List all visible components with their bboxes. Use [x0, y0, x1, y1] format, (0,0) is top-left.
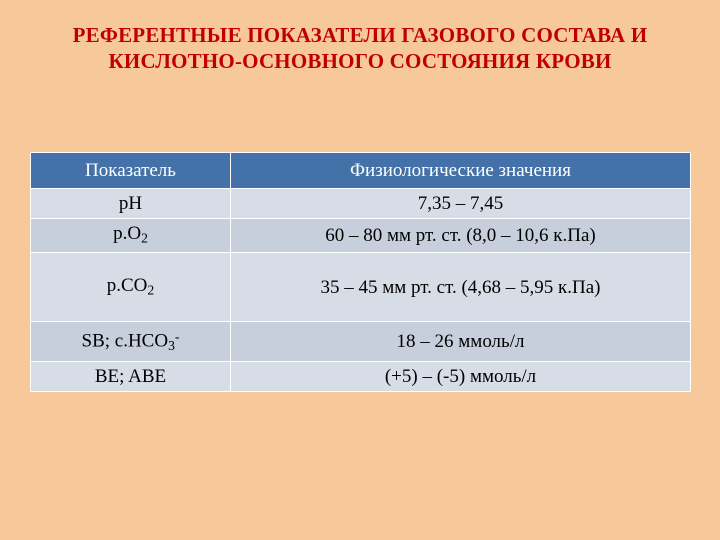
- cell-value: (+5) – (-5) ммоль/л: [231, 361, 691, 391]
- cell-value: 35 – 45 мм рт. ст. (4,68 – 5,95 к.Па): [231, 253, 691, 322]
- table-header: [31, 153, 691, 189]
- cell-value: 18 – 26 ммоль/л: [231, 322, 691, 361]
- cell-indicator: $p.O_2$: [31, 219, 231, 253]
- table-body: [31, 189, 691, 392]
- reference-values-table: [30, 152, 691, 392]
- cell-indicator: SB; $с.HCO_3^-$: [31, 322, 231, 361]
- table-row: [31, 189, 691, 219]
- table-row: [31, 322, 691, 361]
- table-header-row: [31, 153, 691, 189]
- page-title: РЕФЕРЕНТНЫЕ ПОКАЗАТЕЛИ ГАЗОВОГО СОСТАВА И КИСЛОТНО-ОСНОВНОГО СОСТОЯНИЯ КРОВИ: [72, 23, 648, 73]
- cell-indicator: BE; ABE: [31, 361, 231, 391]
- table-row: [31, 361, 691, 391]
- reference-values-table-wrapper: [30, 152, 690, 392]
- cell-value: 7,35 – 7,45: [231, 189, 691, 219]
- table-row: [31, 253, 691, 322]
- cell-indicator: $p.CO_2$: [31, 253, 231, 322]
- column-header-values: Физиологические значения: [231, 153, 691, 189]
- cell-indicator: pH: [31, 189, 231, 219]
- table-row: [31, 219, 691, 253]
- column-header-indicator: Показатель: [31, 153, 231, 189]
- cell-value: 60 – 80 мм рт. ст. (8,0 – 10,6 к.Па): [231, 219, 691, 253]
